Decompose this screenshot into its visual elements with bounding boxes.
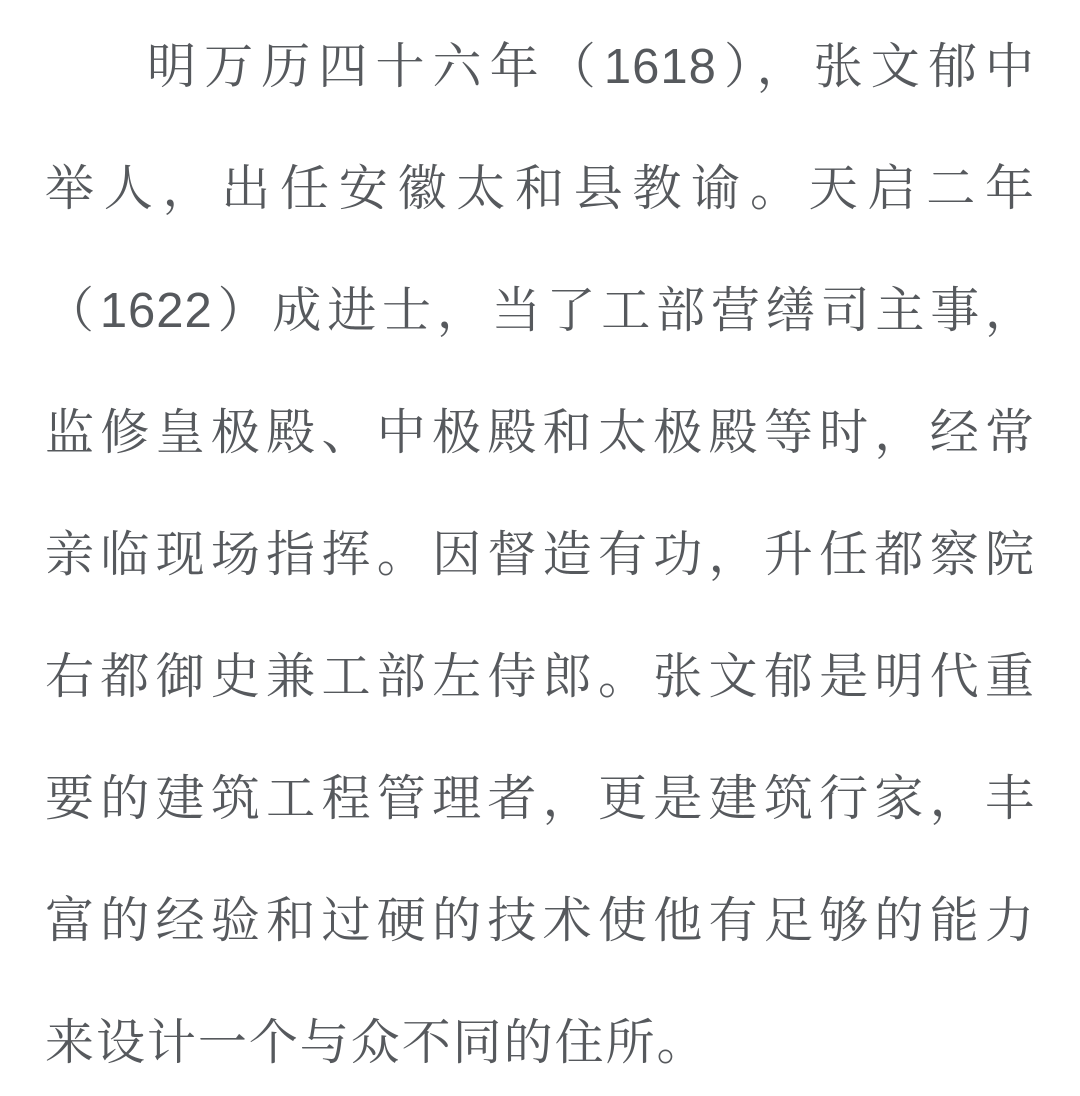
paragraph-line-2: 举人，出任安徽太和县教谕。天启二年 [45,162,1035,216]
paragraph-line-5: 亲临现场指挥。因督造有功，升任都察院 [45,528,1035,582]
paragraph-line-1: 明万历四十六年（1618），张文郁中 [147,40,1035,94]
paragraph-line-3: （1622）成进士，当了工部营缮司主事， [45,284,1035,338]
paragraph-line-4: 监修皇极殿、中极殿和太极殿等时，经常 [45,406,1035,460]
paragraph-line-6: 右都御史兼工部左侍郎。张文郁是明代重 [45,650,1035,704]
paragraph-line-7: 要的建筑工程管理者，更是建筑行家，丰 [45,772,1035,826]
paragraph-line-8: 富的经验和过硬的技术使他有足够的能力 [45,894,1035,948]
paragraph-line-9: 来设计一个与众不同的住所。 [45,1016,708,1070]
